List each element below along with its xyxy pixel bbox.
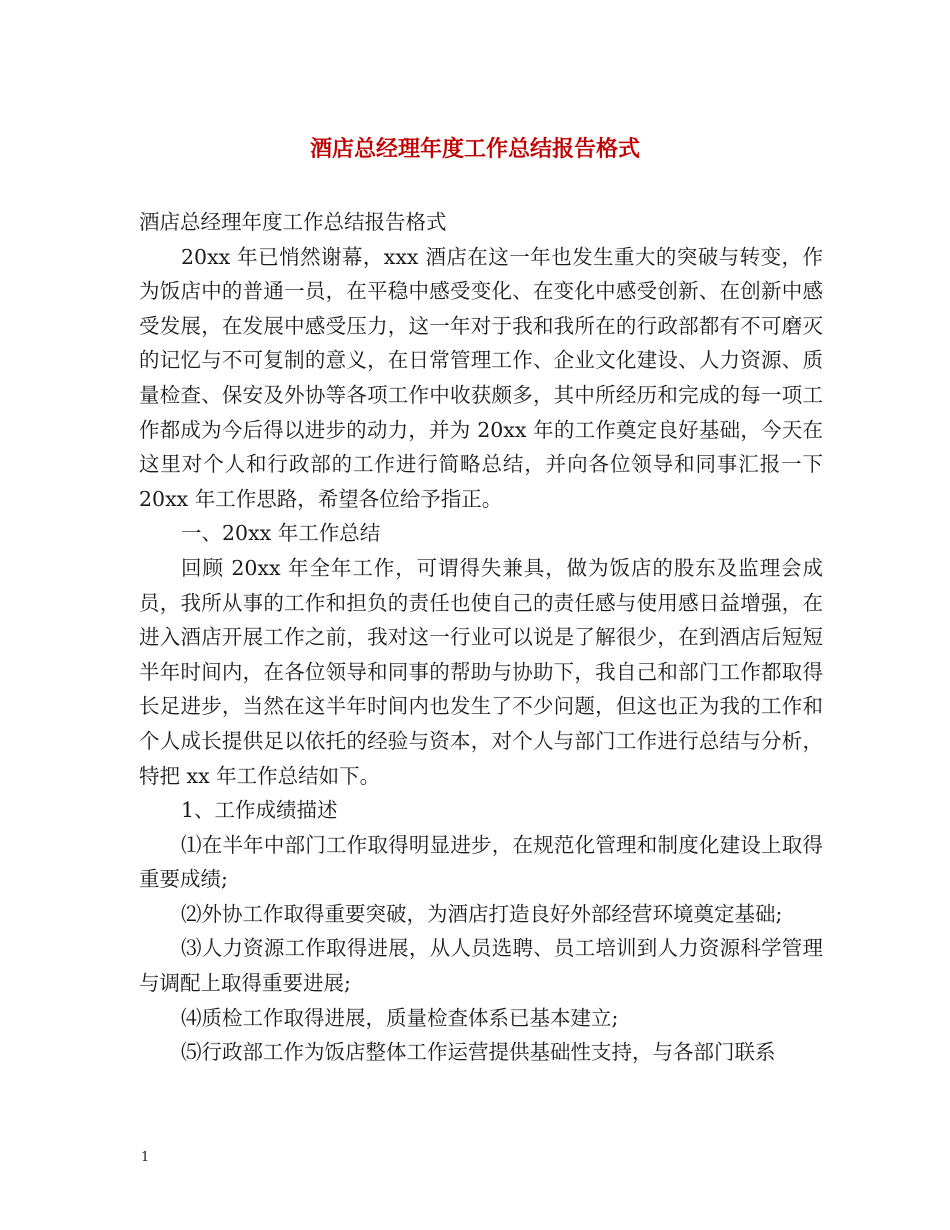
- list-item: ⑸行政部工作为饭店整体工作运营提供基础性支持，与各部门联系: [181, 1040, 776, 1065]
- paragraph-intro: 20xx 年已悄然谢幕，xxx 酒店在这一年也发生重大的突破与转变，作为饭店中的普通一员，在平稳中感受变化、在变化中感受创新、在创新中感受发展，在发展中感受压力，这一年对于我和我所在的行政部都有不可磨灭的记忆与不可复制的意义，在日常管理工作、企业文化建设、人力资源、质量检查、保安及外协等各项工作中收获颇多，其中所经历和完成的每一项工作都成为今后得以进步的动力，并为 20xx 年的工作奠定良好基础，今天在这里对个人和行政部的工作进行简略总结，并向各位领导和同事汇报一下 20xx 年工作思路，希望各位给予指正。: [139, 244, 823, 511]
- paragraph-review: 回顾 20xx 年全年工作，可谓得失兼具，做为饭店的股东及监理会成员，我所从事的工作和担负的责任也使自己的责任感与使用感日益增强，在进入酒店开展工作之前，我对这一行业可以说是了解很少，在到酒店后短短半年时间内，在各位领导和同事的帮助与协助下，我自己和部门工作都取得长足进步，当然在这半年时间内也发生了不少问题，但这也正为我的工作和个人成长提供足以依托的经验与资本，对个人与部门工作进行总结与分析，特把 xx 年工作总结如下。: [139, 555, 823, 788]
- list-item: ⑷质检工作取得进展，质量检查体系已基本建立;: [181, 1005, 619, 1030]
- list-item: ⑵外协工作取得重要突破，为酒店打造良好外部经营环境奠定基础;: [181, 901, 783, 926]
- page-number: 1: [141, 1150, 150, 1165]
- subsection-heading-1: 1、工作成绩描述: [181, 798, 338, 823]
- list-item: ⑶人力资源工作取得进展，从人员选聘、员工培训到人力资源科学管理与调配上取得重要进展;: [139, 936, 823, 996]
- paragraph-subtitle: 酒店总经理年度工作总结报告格式: [139, 210, 447, 234]
- document-title: 酒店总经理年度工作总结报告格式: [309, 136, 640, 162]
- section-heading-1: 一、20xx 年工作总结: [181, 521, 381, 546]
- document-body: [139, 205, 823, 1070]
- list-item: ⑴在半年中部门工作取得明显进步，在规范化管理和制度化建设上取得重要成绩;: [139, 832, 823, 892]
